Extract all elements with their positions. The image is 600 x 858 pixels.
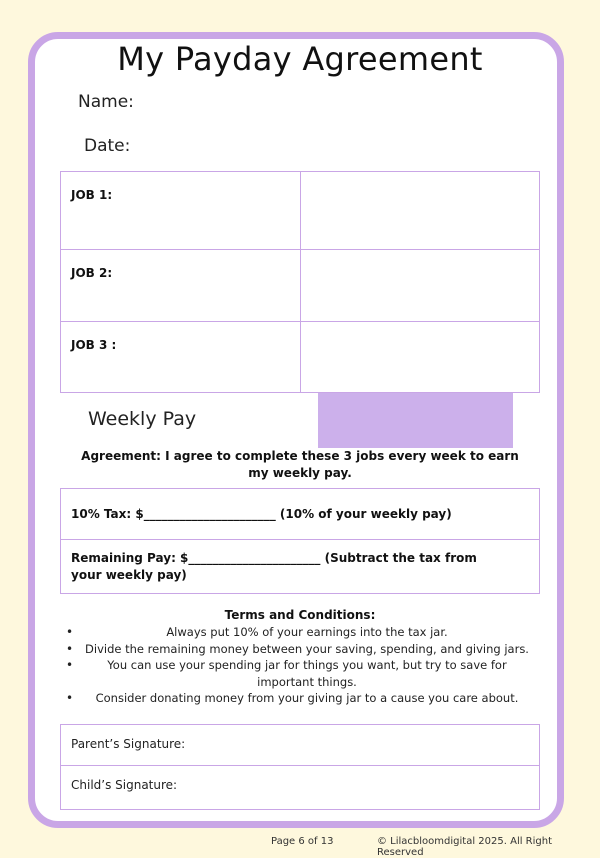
list-item: • Divide the remaining money between your saving, spending, and giving jars. <box>66 641 529 656</box>
jobs-table <box>60 171 540 393</box>
job-row-2 <box>61 250 539 321</box>
remaining-pay-line: Remaining Pay: $______________________ (Subtract the tax from your weekly pay) <box>71 551 477 582</box>
job-2-label: JOB 2: <box>71 266 113 280</box>
copyright: © Lilacbloomdigital 2025. All Right Reserved <box>377 836 553 858</box>
bullet-icon: • <box>66 691 74 705</box>
divider <box>61 539 539 540</box>
tax-line: 10% Tax: $______________________ (10% of your weekly pay) <box>71 507 452 521</box>
list-item: • Always put 10% of your earnings into the tax jar. <box>66 625 448 639</box>
weekly-pay-box <box>318 393 513 448</box>
bullet-icon: • <box>66 625 74 639</box>
list-item: • Consider donating money from your giving jar to a cause you care about. <box>66 691 519 705</box>
tax-table <box>60 488 540 594</box>
weekly-pay-label: Weekly Pay <box>88 408 197 430</box>
name-label: Name: <box>78 92 134 112</box>
terms-list <box>60 624 540 707</box>
date-label: Date: <box>84 136 131 156</box>
job-1-label: JOB 1: <box>71 188 113 202</box>
terms-title: Terms and Conditions: <box>224 608 376 622</box>
agreement-text: Agreement: I agree to complete these 3 jobs every week to earn my weekly pay. <box>81 449 519 480</box>
divider <box>61 765 539 766</box>
child-signature-label: Child’s Signature: <box>71 778 178 792</box>
bullet-icon: • <box>66 641 74 656</box>
signature-table <box>60 724 540 810</box>
parent-signature-label: Parent’s Signature: <box>71 737 186 751</box>
bullet-icon: • <box>66 658 74 672</box>
job-row-3 <box>61 322 539 392</box>
job-3-label: JOB 3 : <box>71 338 117 352</box>
page-number: Page 6 of 13 <box>271 836 334 847</box>
page-title: My Payday Agreement <box>117 40 483 78</box>
job-row-1 <box>61 172 539 249</box>
list-item: • You can use your spending jar for things you want, but try to save for important things. <box>66 658 507 689</box>
